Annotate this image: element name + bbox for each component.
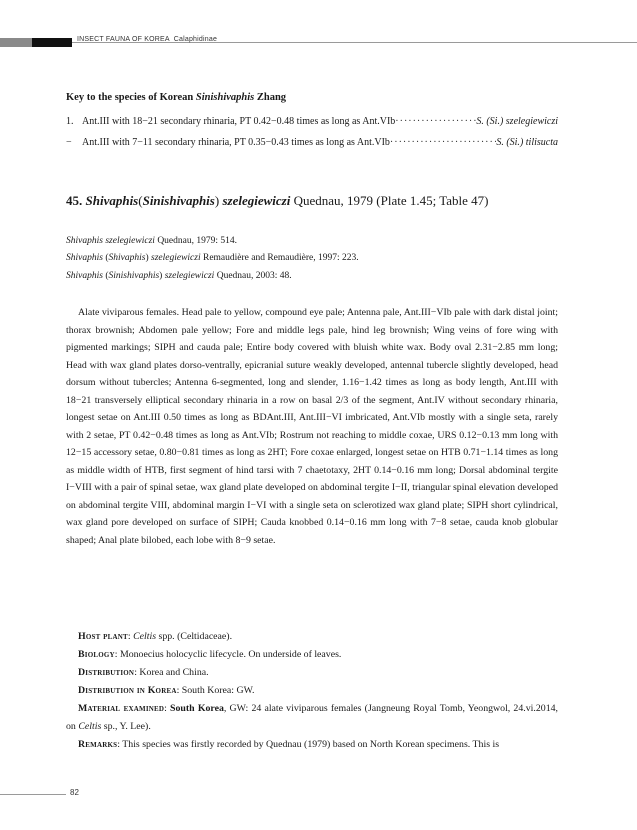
host-plant-label: Host plant — [78, 631, 128, 642]
key-title: Key to the species of Korean Sinishivaphis Zhang — [66, 92, 287, 103]
key-couplet-text: Ant.III with 18−21 secondary rhinaria, PT 0.42−0.48 times as long as Ant.VIb — [82, 116, 396, 127]
species-number: 45. — [66, 193, 83, 208]
distribution-section: Distribution: Korea and China. — [78, 667, 209, 678]
species-heading: 45. Shivaphis(Sinishivaphis) szelegiewiczi Quednau, 1979 (Plate 1.45; Table 47) — [66, 193, 489, 208]
running-head-journal: INSECT FAUNA OF KOREA — [77, 36, 170, 43]
host-plant-section: Host plant: Celtis spp. (Celtidaceae). — [78, 631, 233, 642]
species-epithet: szelegiewiczi — [222, 193, 291, 208]
biology-section: Biology: Monoecius holocyclic lifecycle. On underside of leaves. — [78, 649, 342, 660]
running-head — [77, 36, 217, 43]
species-author: Quednau, 1979 — [293, 193, 374, 208]
key-couplet-number: 1. — [66, 116, 74, 127]
remarks-section: Remarks: This species was firstly recorded by Quednau (1979) based on North Korean specimens. This is — [78, 739, 500, 750]
material-examined-section: Material examined: South Korea, GW: 24 alate viviparous females (Jangneung Royal Tomb, Yeongwol, 24.vi.2014, on Celtis sp., Y. Lee). — [66, 703, 559, 732]
running-head-subfamily: Calaphidinae — [173, 36, 218, 43]
page-number: 82 — [70, 788, 79, 797]
key-couplet-result: S. (Si.) tilisucta — [496, 137, 558, 148]
key-couplet-text: Ant.III with 7−11 secondary rhinaria, PT 0.35−0.43 times as long as Ant.VIb — [82, 137, 390, 148]
distribution-label: Distribution — [78, 667, 135, 678]
key-leader-dots — [395, 116, 476, 127]
header-bar-gray — [0, 38, 32, 47]
material-examined-label: Material examined — [78, 703, 165, 714]
remarks-label: Remarks — [78, 739, 118, 750]
species-genus: Shivaphis — [85, 193, 139, 208]
footer-rule — [0, 794, 66, 795]
synonym-2: Shivaphis (Shivaphis) szelegiewiczi Remaudière and Remaudière, 1997: 223. — [66, 253, 359, 263]
species-plate-ref: (Plate 1.45; Table 47) — [376, 193, 489, 208]
biology-label: Biology — [78, 649, 115, 660]
distribution-korea-section: Distribution in Korea: South Korea: GW. — [78, 685, 255, 696]
species-subgenus: Sinishivaphis — [142, 193, 215, 208]
key-couplet-result: S. (Si.) szelegiewiczi — [476, 116, 558, 127]
species-description: Alate viviparous females. Head pale to yellow, compound eye pale; Antenna pale, Ant.III−VIb pale with dark distal joint; thorax brownish; Abdomen pale yellow; Fore and middle legs pale, hind leg brownish; Wing veins of fore wing with pigmented markings; SIPH and cauda pale; Entire body covered with bluish white wax. Body oval 2.31−2.85 mm long; Head with wax gland plates dorso-ventrally, epicranial suture weakly developed, antennal tubercle slightly developed, head dorsum without tubercles; Antenna 6-segmented, long and slender, 1.16−1.42 times as long as body length, Ant.III with 18−21 transversely elliptical secondary rhinaria in a row on basal 2/3 of the segment, Ant.IV without secondary rhinaria, longest setae on Ant.III 0.50 times as long as BDAnt.III, Ant.III−VI imbricated, Ant.VIb mostly with a single seta, rarely with 2 setae, PT 0.42−0.48 times as long as Ant.VIb; Rostrum not reaching to middle coxae, URS 0.12−0.13 mm long with 12−15 accessory setae, 0.80−0.81 times as long as 2HT; Fore coxae enlarged, longest setae on HTB 0.71−1.14 times as long as middle width of HTB, first segment of hind tarsi with 7 chaetotaxy, 2HT 0.14−0.16 mm long; Dorsal abdominal tergite I−VIII with a pair of spinal setae, wax gland plate developed on abdominal tergite I−II, triangular spinal elevation developed on abdominal tergite VIII, abdominal margin I−VI with a single seta on sclerotized wax gland plate; SIPH short cylindrical, wax gland pore developed on surface of SIPH; Cauda knobbed 0.14−0.16 mm long with 7−8 setae, cauda knob globular shaped; Anal plate bilobed, each lobe with 8−9 setae. — [66, 307, 558, 546]
distribution-korea-label: Distribution in Korea — [78, 685, 177, 696]
key-leader-dots — [390, 137, 496, 148]
key-title-genus: Sinishivaphis — [195, 92, 255, 103]
synonym-3: Shivaphis (Sinishivaphis) szelegiewiczi Quednau, 2003: 48. — [66, 271, 292, 281]
key-couplet-1 — [66, 116, 558, 127]
synonym-1: Shivaphis szelegiewiczi Quednau, 1979: 514. — [66, 236, 237, 246]
key-couplet-number: − — [66, 137, 72, 148]
header-bar-black — [32, 38, 72, 47]
key-couplet-2 — [66, 137, 558, 148]
